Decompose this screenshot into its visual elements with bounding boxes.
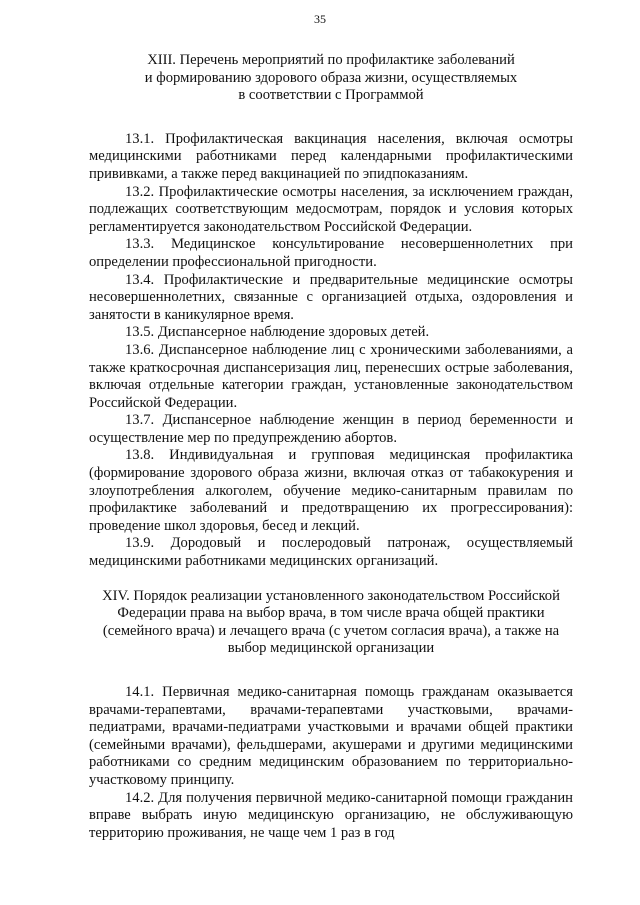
section-13-heading-line: XIII. Перечень мероприятий по профилактике заболеваний [147, 52, 515, 68]
page-number: 35 [314, 12, 326, 26]
section-14-heading-line: выбор медицинской организации [227, 640, 435, 657]
paragraph-13-7: 13.7. Диспансерное наблюдение женщин в период беременности и осуществление мер по предупреждению абортов. [89, 412, 573, 446]
document-body [89, 44, 573, 842]
section-14-heading-line: Федерации права на выбор врача, в том числе врача общей практики [117, 605, 545, 622]
paragraph-13-1: 13.1. Профилактическая вакцинация населения, включая осмотры медицинскими работниками перед календарными профилактическими прививками, а также перед вакцинацией по эпидпоказаниям. [89, 130, 573, 182]
paragraph-14-1: 14.1. Первичная медико-санитарная помощь гражданам оказывается врачами-терапевтами, врачами-терапевтами участковыми, врачами-педиатрами, врачами-педиатрами участковыми и врачами общей практики (семейными врачами), фельдшерами, акушерами и другими медицинскими работниками со средним медицинским образованием по территориально-участковому принципу. [89, 684, 573, 788]
section-14-heading [89, 588, 573, 658]
paragraph-13-4: 13.4. Профилактические и предварительные медицинские осмотры несовершеннолетних, связанные с организацией отдыха, оздоровления и занятости в каникулярное время. [89, 271, 573, 323]
section-14-heading-line: XIV. Порядок реализации установленного законодательством Российской [102, 587, 560, 604]
paragraph-13-2: 13.2. Профилактические осмотры населения, за исключением граждан, подлежащих соответствующим медосмотрам, порядок и условия которых регламентируется законодательством Российской Федерации. [89, 183, 573, 235]
paragraph-13-8: 13.8. Индивидуальная и групповая медицинская профилактика (формирование здорового образа жизни, включая отказ от табакокурения и злоупотребления алкоголем, обучение медико-санитарным правилам по профилактике заболеваний и предотвращению их прогрессирования): проведение школ здоровья, бесед и лекций. [89, 447, 573, 534]
paragraph-13-5: 13.5. Диспансерное наблюдение здоровых детей. [125, 324, 430, 341]
section-14-heading-line: (семейного врача) и лечащего врача (с учетом согласия врача), а также на [102, 622, 560, 639]
paragraph-14-2: 14.2. Для получения первичной медико-санитарной помощи гражданин вправе выбрать иную медицинскую организацию, не обслуживающую территорию проживания, не чаще чем 1 раз в год [89, 789, 573, 841]
section-13-heading-line: и формированию здорового образа жизни, осуществляемых [144, 69, 518, 86]
paragraph-13-3: 13.3. Медицинское консультирование несовершеннолетних при определении профессиональной пригодности. [89, 236, 573, 270]
paragraph-13-6: 13.6. Диспансерное наблюдение лиц с хроническими заболеваниями, а также краткосрочная диспансеризация лиц, перенесших острые заболевания, включая отдельные категории граждан, установленные законодательством Российской Федерации. [89, 341, 573, 411]
paragraph-13-9: 13.9. Дородовый и послеродовый патронаж, осуществляемый медицинскими работниками медицинских организаций. [89, 535, 573, 570]
section-13-heading-line: в соответствии с Программой [238, 87, 424, 104]
section-13-heading [89, 52, 573, 105]
